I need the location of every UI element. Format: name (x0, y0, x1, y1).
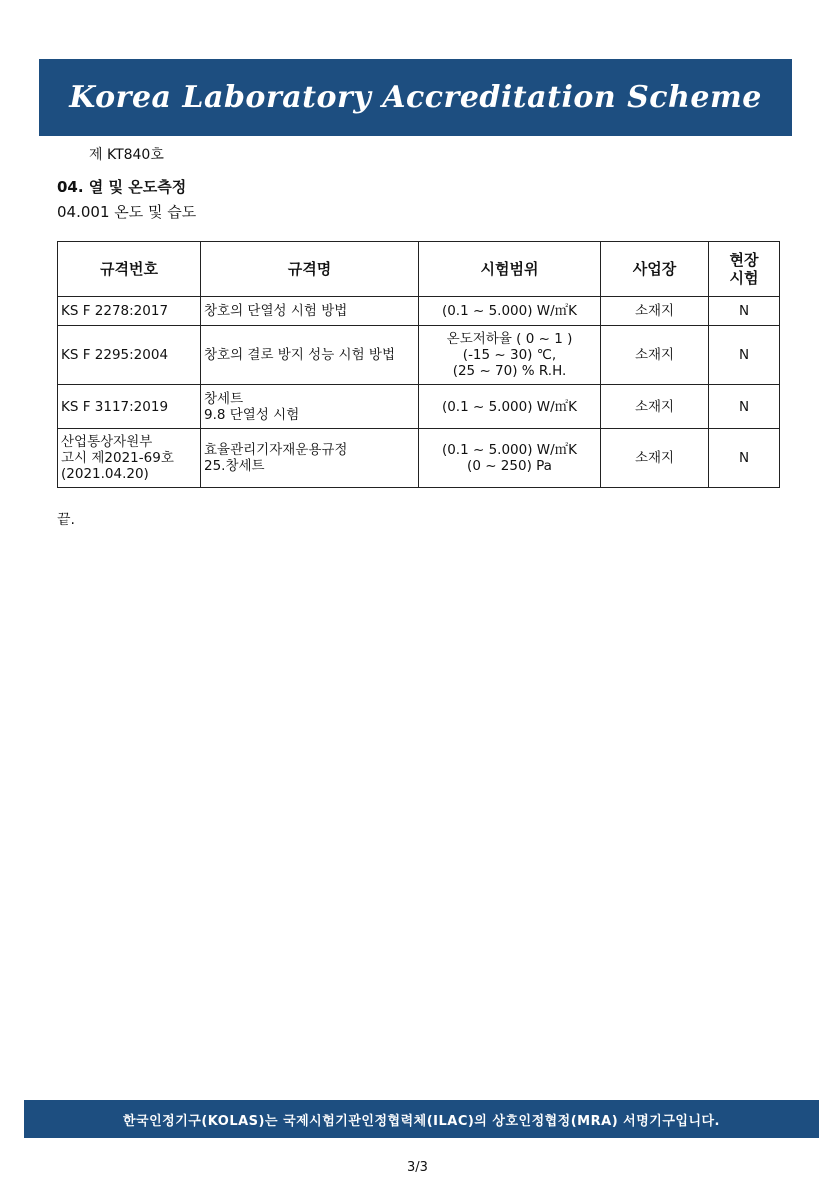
cell-text: 효율관리기자재운용규정 (204, 442, 348, 458)
cell-site: 소재지 (601, 385, 709, 429)
cell-text: (-15 ~ 30) ℃, (462, 347, 557, 363)
table-row (58, 385, 780, 429)
cell-test-range (419, 429, 601, 488)
cell-standard-no (58, 385, 201, 429)
cell-text: 9.8 단열성 시험 (204, 406, 300, 423)
cell-text: 온도저하율 ( 0 ~ 1 ) (446, 331, 573, 347)
cell-text: KS F 2295:2004 (61, 347, 169, 363)
footer-banner (24, 1100, 819, 1138)
accreditation-scope-table (57, 241, 780, 488)
cell-text: (25 ~ 70) % R.H. (452, 363, 567, 379)
cell-text: 창세트 (204, 390, 244, 407)
cell-text: (2021.04.20) (61, 466, 149, 482)
cell-text: (0.1 ~ 5.000) W/㎡K (441, 303, 578, 319)
cell-standard-name (201, 326, 419, 385)
cell-site: 소재지 (601, 429, 709, 488)
subsection-title: 04.001 온도 및 습도 (57, 203, 197, 221)
table-header-row (58, 242, 780, 297)
header-site: 사업장 (601, 242, 709, 297)
table-row (58, 326, 780, 385)
cell-standard-name (201, 429, 419, 488)
cell-standard-name (201, 385, 419, 429)
cell-text: 창호의 단열성 시험 방법 (204, 303, 348, 319)
header-banner (39, 59, 792, 136)
cell-onsite: N (709, 297, 780, 326)
cell-test-range (419, 297, 601, 326)
header-onsite-line: 현장 (729, 251, 759, 269)
cell-text: (0 ~ 250) Pa (467, 458, 552, 474)
cell-standard-name (201, 297, 419, 326)
header-test-range: 시험범위 (419, 242, 601, 297)
header-onsite-line: 시험 (729, 269, 759, 287)
header-title: Korea Laboratory Accreditation Scheme (69, 80, 762, 115)
cell-text: 산업통상자원부 (61, 434, 153, 450)
section-title: 04. 열 및 온도측정 (57, 178, 187, 196)
table-row (58, 297, 780, 326)
cell-standard-no (58, 326, 201, 385)
cell-test-range (419, 326, 601, 385)
cell-test-range (419, 385, 601, 429)
end-mark: 끝. (57, 512, 75, 528)
table-row (58, 429, 780, 488)
cell-text: 창호의 결로 방지 성능 시험 방법 (204, 347, 395, 363)
header-standard-name: 규격명 (201, 242, 419, 297)
page-number: 3/3 (407, 1160, 428, 1175)
cell-site: 소재지 (601, 326, 709, 385)
cell-onsite: N (709, 385, 780, 429)
cell-site: 소재지 (601, 297, 709, 326)
header-standard-no: 규격번호 (58, 242, 201, 297)
certificate-number: 제 KT840호 (89, 147, 164, 163)
cell-onsite: N (709, 429, 780, 488)
header-onsite-test (709, 242, 780, 297)
cell-text: KS F 3117:2019 (61, 398, 169, 415)
cell-text: 고시 제2021-69호 (61, 450, 174, 466)
cell-standard-no (58, 297, 201, 326)
cell-text: 25.창세트 (204, 458, 265, 474)
cell-text: (0.1 ~ 5.000) W/㎡K (441, 442, 578, 458)
cell-standard-no (58, 429, 201, 488)
cell-text: KS F 2278:2017 (61, 303, 169, 319)
footer-text: 한국인정기구(KOLAS)는 국제시험기관인정협력체(ILAC)의 상호인정협정(MRA) 서명기구입니다. (123, 1113, 720, 1129)
cell-onsite: N (709, 326, 780, 385)
cell-text: (0.1 ~ 5.000) W/㎡K (441, 398, 578, 415)
